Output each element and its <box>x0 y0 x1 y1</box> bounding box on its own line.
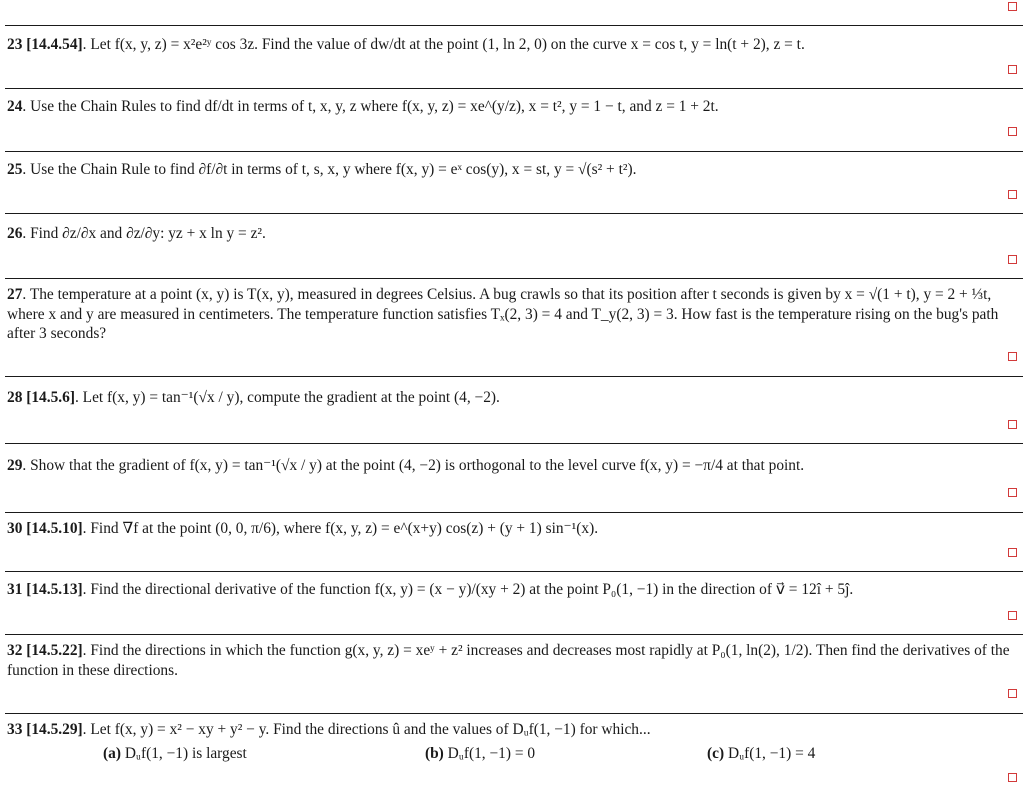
problem-number: 33 [14.5.29] <box>7 721 83 738</box>
subpart-text: Dᵤf(1, −1) = 4 <box>727 745 816 762</box>
checkbox-31[interactable] <box>1008 611 1017 620</box>
problem-number: 32 [14.5.22] <box>7 642 83 659</box>
subpart-label: (b) <box>425 745 444 762</box>
problem-25: 25. Use the Chain Rule to find ∂f/∂t in terms of t, s, x, y where f(x, y) = eˣ cos(y), x = st, y = √(s² + t²). <box>7 161 637 178</box>
problem-number: 25 <box>7 161 23 178</box>
problem-23: 23 [14.4.54]. Let f(x, y, z) = x²e²ʸ cos 3z. Find the value of dw/dt at the point (1, ln 2, 0) on the curve x = cos t, y = ln(t + 2), z = t. <box>7 36 805 53</box>
problem-29: 29. Show that the gradient of f(x, y) = tan⁻¹(√x / y) at the point (4, −2) is orthogonal to the level curve f(x, y) = −π/4 at that point. <box>7 457 805 474</box>
divider <box>5 634 1023 635</box>
divider <box>5 443 1023 444</box>
problem-text: Find the directions in which the function g(x, y, z) = xeʸ + z² increases and decreases most rapidly at P₀(1, ln(2), 1/2). Then find the derivatives of the function in these directions. <box>7 642 1010 679</box>
problem-30: 30 [14.5.10]. Find ∇f at the point (0, 0, π/6), where f(x, y, z) = e^(x+y) cos(z) + (y + 1) sin⁻¹(x). <box>7 520 599 537</box>
problem-text: Let f(x, y) = tan⁻¹(√x / y), compute the gradient at the point (4, −2). <box>82 389 500 406</box>
problem-number: 29 <box>7 457 23 474</box>
problem-24: 24. Use the Chain Rules to find df/dt in terms of t, x, y, z where f(x, y, z) = xe^(y/z), x = t², y = 1 − t, and z = 1 + 2t. <box>7 98 719 115</box>
checkbox-30[interactable] <box>1008 548 1017 557</box>
problem-text: Find ∇f at the point (0, 0, π/6), where f(x, y, z) = e^(x+y) cos(z) + (y + 1) sin⁻¹(x). <box>90 520 599 537</box>
checkbox-27[interactable] <box>1008 352 1017 361</box>
problem-text: Use the Chain Rule to find ∂f/∂t in terms of t, s, x, y where f(x, y) = eˣ cos(y), x = st, y = √(s² + t²). <box>30 161 637 178</box>
checkbox-29[interactable] <box>1008 488 1017 497</box>
checkbox-28[interactable] <box>1008 420 1017 429</box>
problem-number: 28 [14.5.6] <box>7 389 75 406</box>
divider <box>5 278 1023 279</box>
problem-number: 30 [14.5.10] <box>7 520 83 537</box>
problem-text: Find the directional derivative of the function f(x, y) = (x − y)/(xy + 2) at the point P₀(1, −1) in the direction of v⃗ = 12î + 5ĵ. <box>90 581 854 598</box>
problem-text: Find ∂z/∂x and ∂z/∂y: yz + x ln y = z². <box>30 225 266 242</box>
problem-text: Let f(x, y, z) = x²e²ʸ cos 3z. Find the value of dw/dt at the point (1, ln 2, 0) on the curve x = cos t, y = ln(t + 2), z = t. <box>90 36 805 53</box>
divider <box>5 88 1023 89</box>
problem-28: 28 [14.5.6]. Let f(x, y) = tan⁻¹(√x / y), compute the gradient at the point (4, −2). <box>7 389 500 406</box>
problem-number: 31 [14.5.13] <box>7 581 83 598</box>
checkbox-top[interactable] <box>1008 2 1017 11</box>
problem-text: Let f(x, y) = x² − xy + y² − y. Find the directions û and the values of Dᵤf(1, −1) for which... <box>90 721 651 738</box>
subpart-a <box>103 745 247 763</box>
checkbox-33[interactable] <box>1008 773 1017 782</box>
checkbox-32[interactable] <box>1008 689 1017 698</box>
problem-text: The temperature at a point (x, y) is T(x, y), measured in degrees Celsius. A bug crawls so that its position after t seconds is given by x = √(1 + t), y = 2 + ⅓t, where x and y are measured in centimeters. The temperature function satisfies Tₓ(2, 3) = 4 and T_y(2, 3) = 3. How fast is the temperature rising on the bug's path after 3 seconds? <box>7 286 999 342</box>
divider <box>5 25 1023 26</box>
problem-number: 23 [14.4.54] <box>7 36 83 53</box>
checkbox-24[interactable] <box>1008 127 1017 136</box>
divider <box>5 376 1023 377</box>
problem-number: 27 <box>7 286 23 303</box>
subpart-label: (a) <box>103 745 121 762</box>
divider <box>5 713 1023 714</box>
divider <box>5 151 1023 152</box>
divider <box>5 571 1023 572</box>
divider <box>5 213 1023 214</box>
checkbox-26[interactable] <box>1008 255 1017 264</box>
problem-26: 26. Find ∂z/∂x and ∂z/∂y: yz + x ln y = z². <box>7 225 266 242</box>
problem-text: Use the Chain Rules to find df/dt in terms of t, x, y, z where f(x, y, z) = xe^(y/z), x = t², y = 1 − t, and z = 1 + 2t. <box>30 98 719 115</box>
checkbox-25[interactable] <box>1008 190 1017 199</box>
checkbox-23[interactable] <box>1008 65 1017 74</box>
problem-number: 24 <box>7 98 23 115</box>
divider <box>5 512 1023 513</box>
subpart-b <box>425 745 535 763</box>
subpart-text: Dᵤf(1, −1) is largest <box>124 745 247 762</box>
problem-number: 26 <box>7 225 23 242</box>
problem-text: Show that the gradient of f(x, y) = tan⁻¹(√x / y) at the point (4, −2) is orthogonal to the level curve f(x, y) = −π/4 at that point. <box>30 457 805 474</box>
problem-27: 27. The temperature at a point (x, y) is T(x, y), measured in degrees Celsius. A bug crawls so that its position after t seconds is given by x = √(1 + t), y = 2 + ⅓t, where x and y are measured in centimeters. The temperature function satisfies Tₓ(2, 3) = 4 and T_y(2, 3) = 3. How fast is the temperature rising on the bug's path after 3 seconds? <box>7 286 999 342</box>
problem-33: 33 [14.5.29]. Let f(x, y) = x² − xy + y² − y. Find the directions û and the values of Dᵤf(1, −1) for which... <box>7 721 651 738</box>
subpart-label: (c) <box>707 745 725 762</box>
problem-31: 31 [14.5.13]. Find the directional derivative of the function f(x, y) = (x − y)/(xy + 2) at the point P₀(1, −1) in the direction of v⃗ = 12î + 5ĵ. <box>7 581 854 598</box>
subpart-text: Dᵤf(1, −1) = 0 <box>447 745 536 762</box>
problem-32: 32 [14.5.22]. Find the directions in which the function g(x, y, z) = xeʸ + z² increases and decreases most rapidly at P₀(1, ln(2), 1/2). Then find the derivatives of the function in these directions. <box>7 642 1010 679</box>
subpart-c <box>707 745 815 763</box>
